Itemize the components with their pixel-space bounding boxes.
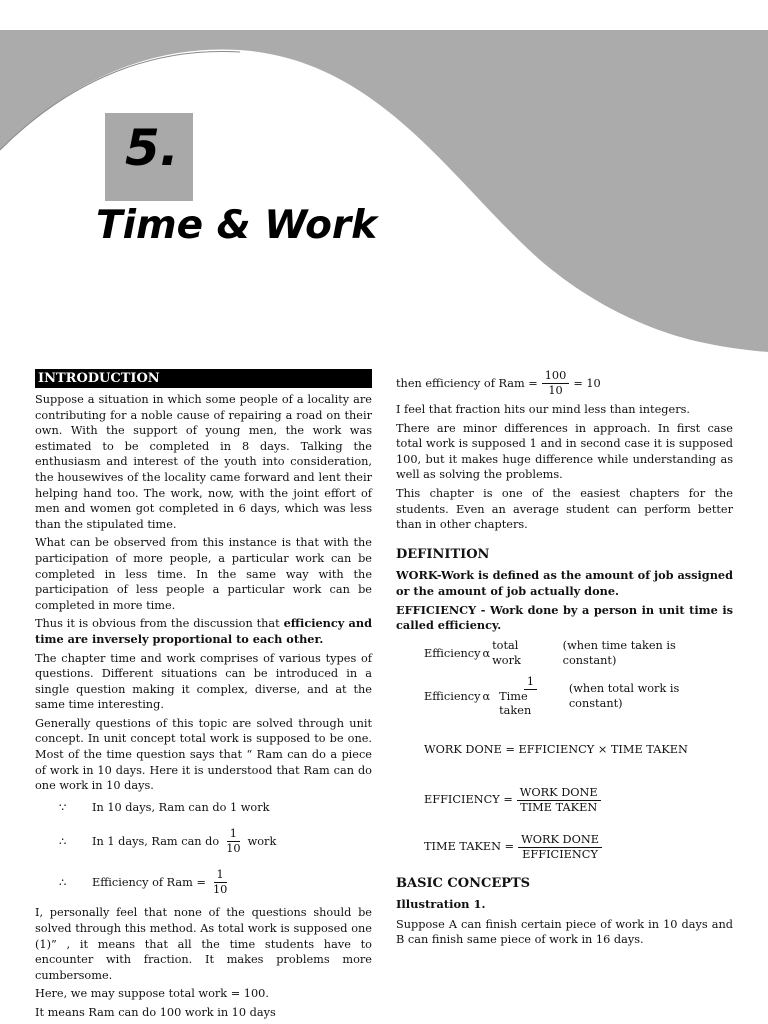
chapter-number: 5. (125, 119, 179, 177)
denominator: 10 (226, 842, 241, 856)
step-text: In 10 days, Ram can do 1 work (92, 800, 270, 814)
proportion-text: total work (492, 638, 521, 668)
efficiency-calc (396, 369, 733, 398)
step-row (35, 827, 372, 856)
paragraph: Generally questions of this topic are solved through unit concept. In unit concept total work is supposed to be one. Most of the time question says that “ Ram can do a piece of work in 10 days. Here it is understood that Ram can do one work in 10 days. (35, 716, 372, 793)
numerator: WORK DONE (518, 833, 602, 848)
formula-text: TIME TAKEN = (424, 840, 515, 854)
denominator: EFFICIENCY (522, 847, 598, 861)
proportion-condition: (when time taken is constant) (562, 638, 676, 668)
denominator: Time taken (499, 689, 532, 717)
fraction (517, 786, 601, 815)
paragraph: There are minor differences in approach. In first case total work is supposed 1 and in second case it is supposed 100, but it makes huge difference while understanding as well as solving the problems. (396, 421, 733, 482)
numerator: 1 (214, 868, 227, 883)
proportion-row (396, 675, 733, 718)
efficiency-definition (396, 603, 733, 634)
calc-text: then efficiency of Ram = (396, 376, 538, 390)
left-column (35, 369, 372, 1024)
efficiency-text: Work done by a person in unit time is called efficiency. (396, 602, 733, 633)
paragraph (35, 616, 372, 647)
calc-text: = 10 (573, 376, 601, 390)
formula (396, 833, 733, 862)
definition-heading: DEFINITION (396, 546, 490, 562)
introduction-heading: INTRODUCTION (35, 369, 372, 388)
step-row (35, 800, 372, 816)
right-column (396, 369, 733, 951)
paragraph: What can be observed from this instance is that with the participation of more people, a particular work can be completed in less time. In the same way with the participation of less people a particular work can be completed in more time. (35, 536, 372, 612)
step-row (35, 868, 372, 897)
key-statement: efficiency and time are inversely proportional to each other. (35, 616, 372, 646)
fraction (223, 827, 243, 856)
step-text: work (247, 835, 277, 849)
proportional-symbol: α (482, 646, 491, 660)
chapter-number-box (105, 113, 193, 201)
paragraph: I feel that fraction hits our mind less than integers. (396, 403, 690, 416)
paragraph: I, personally feel that none of the questions should be solved through this method. As total work is supposed one (1)” , it means that all the time students have to encounter with fraction. It makes problems more cumbersome. (35, 906, 372, 982)
formula (396, 786, 733, 815)
paragraph: The chapter time and work comprises of various types of questions. Different situations can be introduced in a single question making it complex, diverse, and at the same time interesting. (35, 651, 372, 712)
paragraph: Suppose A can finish certain piece of work in 10 days and B can finish same piece of work in 16 days. (396, 917, 733, 947)
numerator: 1 (524, 675, 537, 690)
proportion-text: Efficiency (424, 646, 481, 660)
basic-concepts-heading: BASIC CONCEPTS (396, 875, 531, 891)
step-text: Efficiency of Ram = (92, 876, 206, 890)
therefore-symbol: ∴ (59, 876, 67, 890)
proportion-text: Efficiency (424, 689, 481, 703)
fraction (542, 369, 570, 398)
numerator: WORK DONE (517, 786, 601, 801)
formula-text: WORK DONE = EFFICIENCY × TIME TAKEN (424, 742, 688, 756)
fraction (210, 868, 230, 897)
fraction (518, 833, 602, 862)
step-text: In 1 days, Ram can do (92, 835, 220, 849)
denominator: TIME TAKEN (520, 800, 598, 814)
therefore-symbol: ∴ (59, 835, 67, 849)
denominator: 10 (212, 883, 228, 897)
proportional-symbol: α (482, 689, 491, 703)
proportion-row (396, 638, 733, 669)
formula-text: EFFICIENCY = (424, 793, 513, 807)
numerator: 1 (227, 827, 240, 842)
work-definition: WORK-Work is defined as the amount of job assigned or the amount of job actually done. (396, 568, 733, 598)
paragraph: Suppose a situation in which some people of a locality are contributing for a noble cause of repairing a road on their own. With the support of young men, the work was estimated to be completed in 8 days. Talking the enthusiasm and interest of the youth into consideration, the housewives of the locality came forward and lent their helping hand too. The work, now, with the joint effort of men and women got completed in 6 days, which was less than the stipulated time. (35, 393, 372, 531)
paragraph: This chapter is one of the easiest chapters for the students. Even an average student can perform better than in other chapters. (396, 486, 733, 532)
numerator: 100 (542, 369, 570, 384)
fraction (496, 675, 565, 718)
paragraph: It means Ram can do 100 work in 10 days (35, 1006, 276, 1019)
paragraph: Here, we may suppose total work = 100. (35, 987, 269, 1001)
proportion-condition: (when total work is constant) (568, 681, 680, 711)
denominator: 10 (548, 384, 563, 397)
paragraph-text: Thus it is obvious from the discussion that (35, 617, 284, 631)
illustration-heading: Illustration 1. (396, 897, 486, 912)
efficiency-label: EFFICIENCY - (396, 602, 490, 617)
chapter-title: Time & Work (96, 203, 378, 248)
because-symbol: ∵ (59, 800, 67, 814)
formula (396, 742, 733, 758)
